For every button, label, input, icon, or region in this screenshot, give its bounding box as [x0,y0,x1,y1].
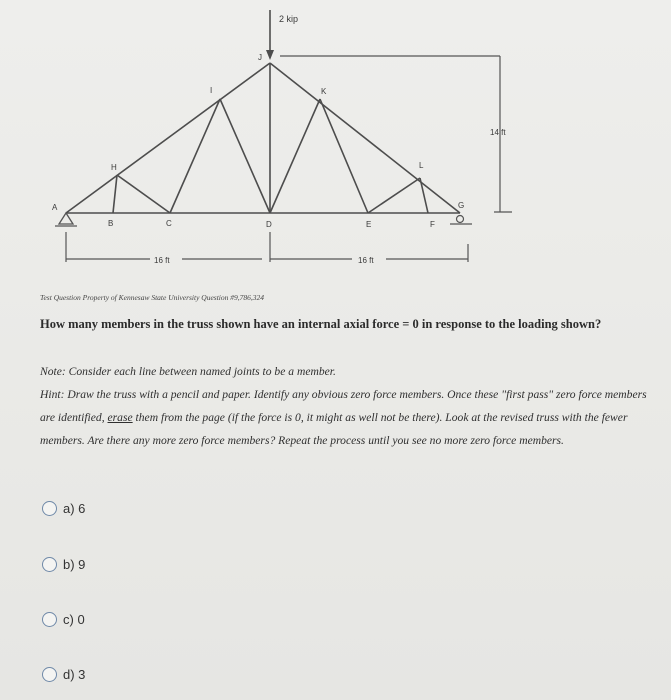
radio-button-d[interactable] [42,667,57,682]
joint-label-h: H [111,163,117,172]
radio-button-a[interactable] [42,501,57,516]
joint-label-i: I [210,86,213,95]
dimension-label-right: 16 ft [358,256,374,265]
hint-part-2: them from the page (if the force is 0, it might as well not be there). Look at the revised truss with the fewer members. Are there any more zero force members? Repeat the process until you see no more zero force members. [40,411,628,447]
note-block [40,360,650,452]
option-c-label: c) 0 [63,612,85,627]
question-text: How many members in the truss shown have an internal axial force = 0 in response to the loading shown? [40,317,602,331]
joint-label-l: L [419,161,424,170]
joint-label-d: D [266,220,272,229]
joint-label-g: G [458,201,465,210]
height-dimension [280,56,512,212]
truss-diagram [0,0,671,280]
hint-text [40,383,650,452]
note-text: Note: Consider each line between named joints to be a member. [40,365,336,378]
truss-members [66,63,460,213]
option-c[interactable] [42,612,85,627]
hint-part-1: Hint: Draw the truss with a pencil and paper. Identify any obvious zero force members. Once these "first pass" zero force members are identified, [40,388,647,424]
option-d[interactable] [42,667,85,682]
load-arrow [266,10,274,60]
joint-label-b: B [108,219,114,228]
joint-label-k: K [321,87,327,96]
option-a[interactable] [42,501,85,516]
joint-label-c: C [166,219,172,228]
option-b-label: b) 9 [63,557,86,572]
option-b[interactable] [42,557,85,572]
load-label: 2 kip [279,14,299,24]
option-a-label: a) 6 [63,501,86,516]
joint-label-a: A [52,203,58,212]
radio-button-b[interactable] [42,557,57,572]
joint-label-f: F [430,220,435,229]
joint-label-j: J [258,53,262,62]
source-line: Test Question Property of Kennesaw State University Question #9,786,324 [40,293,265,302]
support-pin-a [55,213,77,226]
height-dimension-label: 14 ft [490,128,506,137]
dimension-label-left: 16 ft [154,256,170,265]
option-d-label: d) 3 [63,667,86,682]
support-roller-g [450,216,472,225]
joint-label-e: E [366,220,372,229]
radio-button-c[interactable] [42,612,57,627]
span-dimension [66,232,468,262]
hint-erase-word: erase [107,411,133,424]
